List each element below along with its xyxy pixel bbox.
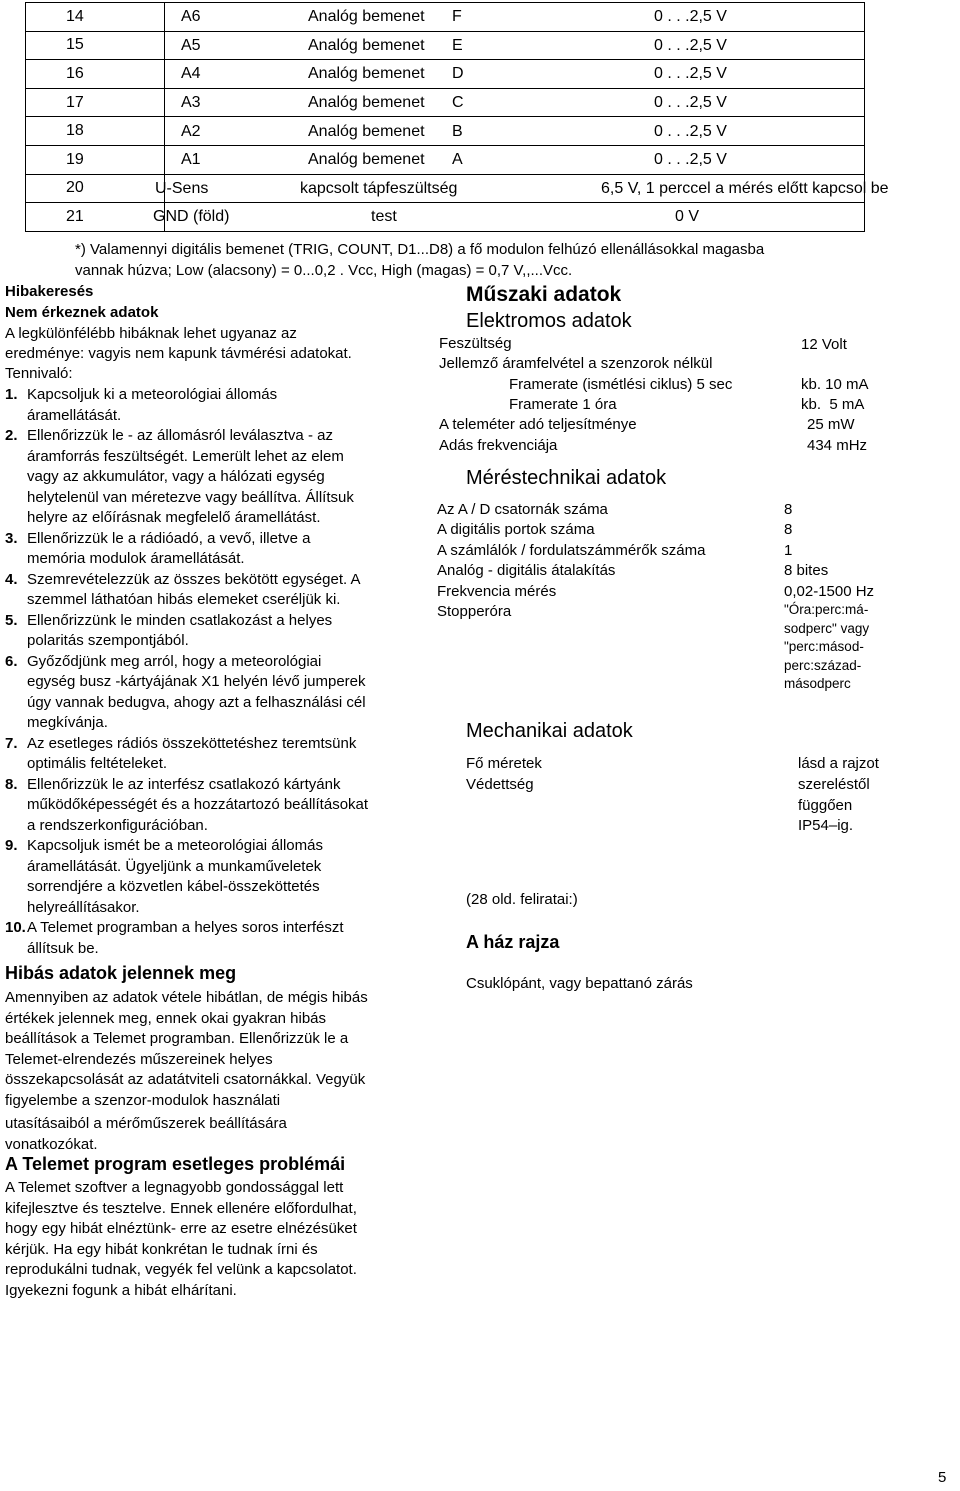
framerate5-value: kb. 10 mA [801, 376, 869, 393]
list-item-line: működőképességét és a hozzátartozó beállításokat [27, 796, 369, 813]
list-item-number: 7. [5, 734, 18, 752]
spec-label: Frekvencia mérés [437, 582, 557, 600]
list-item-number: 5. [5, 611, 18, 629]
paragraph-line: Telemet-elrendezés műszereinek helyes [5, 1050, 273, 1068]
pin-range: 0 . . .2,5 V [654, 151, 727, 169]
heading-hibakereses: Hibakeresés [5, 283, 94, 300]
list-item-line: Győződjünk meg arról, hogy a meteorológiai [27, 652, 322, 670]
pin-port: D [452, 65, 464, 83]
list-item-line: Kapcsoljuk ismét be a meteorológiai állomás [27, 837, 323, 854]
list-item-line: Ellenőrizzünk le minden csatlakozást a helyes [27, 611, 333, 629]
pin-range: 0 . . .2,5 V [654, 36, 727, 54]
list-item-line: szemmel láthatóan hibás elemeket cseréljük ki. [27, 591, 341, 608]
pin-desc: Analóg bemenet [308, 122, 425, 140]
pin-number: 19 [66, 150, 84, 168]
pin-desc: Analóg bemenet [308, 8, 425, 26]
paragraph-line: vonatkozókat. [5, 1135, 98, 1153]
heading-mechanikai-adatok: Mechanikai adatok [466, 720, 633, 742]
pin-number: 16 [66, 64, 84, 82]
tennivalo-label: Tennivaló: [5, 365, 73, 382]
heading-elektromos-adatok: Elektromos adatok [466, 310, 632, 332]
list-item-line: áramforrás feszültségét. Lemerült lehet az elem [27, 447, 344, 465]
pin-desc: kapcsolt tápfeszültség [300, 179, 458, 197]
pin-range: 0 . . .2,5 V [654, 122, 727, 140]
list-item-number: 10. [5, 919, 26, 936]
pin-desc: Analóg bemenet [308, 151, 425, 169]
list-item-line: optimális feltételeket. [27, 755, 168, 772]
list-item-line: a rendszerkonfigurációban. [27, 816, 208, 834]
pin-range: 6,5 V, 1 perccel a mérés előtt kapcsol be [601, 179, 889, 197]
paragraph-line: figyelembe a szenzor-modulok használati [5, 1091, 281, 1109]
paragraph-line: kérjük. Ha egy hibát konkrétan le tudnak írni és [5, 1240, 318, 1258]
paragraph-line: beállítások a Telemet programban. Ellenőrizzük le a [5, 1030, 349, 1047]
intro-line: A legkülönfélébb hibáknak lehet ugyanaz az [5, 325, 297, 342]
teljesitmeny-label: A teleméter adó teljesítménye [439, 416, 637, 433]
paragraph-line: összekapcsolását az adatátviteli csatornákkal. Vegyük [5, 1071, 366, 1088]
table-row [26, 145, 865, 174]
list-item-line: megkívánja. [27, 714, 108, 731]
heading-hibas-adatok: Hibás adatok jelennek meg [5, 963, 237, 983]
list-item-number: 1. [5, 386, 18, 403]
frekvencia-label: Adás frekvenciája [439, 437, 558, 454]
pin-code: GND (föld) [153, 208, 230, 226]
paragraph-line: Amennyiben az adatok vétele hibátlan, de mégis hibás [5, 989, 368, 1006]
stopperora-value-line: másodperc [784, 676, 851, 691]
pin-code: A5 [181, 36, 201, 54]
pin-number: 21 [66, 207, 84, 225]
pin-code: A6 [181, 8, 201, 26]
pin-port: F [452, 8, 462, 26]
list-item-line: Szemrevételezzük az összes bekötött egységet. A [27, 570, 361, 588]
paragraph-line: utasításaiból a mérőműszerek beállítására [5, 1115, 287, 1132]
spec-label: Az A / D csatornák száma [437, 501, 608, 518]
heading-muszaki-adatok: Műszaki adatok [466, 283, 622, 306]
spec-value: 8 bites [784, 562, 829, 580]
list-item-line: egység busz -kártyájának X1 helyén lévő jumperek [27, 673, 366, 690]
paragraph-line: reprodukálni tudnak, vegyék fel velünk a kapcsolatot. [5, 1261, 357, 1278]
list-item-line: állítsuk be. [27, 939, 99, 957]
list-item-number: 8. [5, 775, 18, 793]
list-item-line: áramellátását. Ügyeljünk a munkaműveletek [27, 857, 322, 875]
list-item-line: vagy az akkumulátor, vagy a hálózati egység [27, 468, 325, 485]
old-feliratai: (28 old. feliratai:) [466, 891, 578, 908]
stopperora-value-line: perc:század- [784, 657, 862, 673]
list-item-line: áramellátását. [27, 406, 122, 424]
list-item-number: 3. [5, 529, 18, 547]
list-item-line: Ellenőrizzük le a rádióadó, a vevő, illetve a [27, 529, 311, 547]
spec-value: 8 [784, 501, 793, 518]
pin-number: 17 [66, 93, 84, 111]
paragraph-line: értékek jelennek meg, ennek okai gyakran hibás [5, 1009, 327, 1027]
list-item-line: úgy vannak bedugva, ahogy azt a felhasználási cél [27, 693, 366, 711]
list-item-line: Ellenőrizzük le az interfész csatlakozó kártyánk [27, 775, 341, 793]
pin-port: A [452, 151, 463, 169]
list-item-number: 6. [5, 652, 18, 670]
table-row [26, 88, 865, 117]
heading-telemet-problemai: A Telemet program esetleges problémái [5, 1154, 346, 1174]
pin-code: A1 [181, 151, 201, 169]
table-row [26, 60, 865, 89]
paragraph-line: A Telemet szoftver a legnagyobb gondossággal lett [5, 1179, 344, 1196]
pin-code: A3 [181, 94, 201, 112]
stopperora-value-line: sodperc" vagy [784, 620, 870, 636]
table-row [26, 117, 865, 146]
list-item-number: 2. [5, 427, 18, 444]
pin-table [25, 2, 889, 232]
page-number: 5 [938, 1469, 947, 1486]
pin-desc: test [371, 208, 397, 226]
spec-value: 8 [784, 521, 793, 539]
pin-port: E [452, 36, 463, 54]
pin-range: 0 . . .2,5 V [654, 8, 727, 26]
stopperora-label: Stopperóra [437, 603, 512, 620]
spec-label: Analóg - digitális átalakítás [437, 562, 616, 580]
heading-merestechnikai-adatok: Méréstechnikai adatok [466, 467, 667, 489]
pin-range: 0 . . .2,5 V [654, 94, 727, 112]
spec-label: A számlálók / fordulatszámmérők száma [437, 541, 706, 559]
list-item-number: 4. [5, 570, 18, 588]
spec-value: 0,02-1500 Hz [784, 582, 875, 600]
aramfelvetel-label: Jellemző áramfelvétel a szenzorok nélkül [439, 355, 713, 372]
spec-value: 1 [784, 541, 793, 559]
footnote-line1: *) Valamennyi digitális bemenet (TRIG, COUNT, D1...D8) a fő modulon felhúzó ellenállásokkal magasba [75, 241, 765, 258]
stopperora-value-line: "Óra:perc:má- [784, 602, 869, 617]
paragraph-line: hogy egy hibát elnéztünk- erre az esetre elnézésüket [5, 1220, 357, 1237]
pin-code: A2 [181, 122, 201, 140]
list-item-line: Kapcsoljuk ki a meteorológiai állomás [27, 386, 278, 403]
vedettseg-value-line: szereléstől [798, 776, 870, 793]
vedettseg-label: Védettség [466, 776, 534, 793]
list-item-line: polaritás szempontjából. [27, 632, 189, 649]
pin-number: 20 [66, 179, 84, 197]
paragraph-line: kifejlesztve és tesztelve. Ennek ellenére előfordulhat, [5, 1199, 357, 1217]
list-item-line: Az esetleges rádiós összeköttetéshez teremtsünk [27, 734, 357, 752]
table-row [26, 31, 865, 60]
pin-desc: Analóg bemenet [308, 94, 425, 112]
feszultseg-label: Feszültség [439, 335, 512, 352]
pin-code: A4 [181, 65, 201, 83]
heading-nem-erkeznek: Nem érkeznek adatok [5, 304, 159, 321]
framerate1-value: kb. 5 mA [801, 396, 865, 413]
frekvencia-value: 434 mHz [807, 437, 868, 454]
pin-port: C [452, 94, 464, 112]
fo-meretek-label: Fő méretek [466, 755, 542, 772]
list-item-line: Ellenőrizzük le - az állomásról leválasztva - az [27, 427, 333, 444]
pin-desc: Analóg bemenet [308, 65, 425, 83]
fo-meretek-value: lásd a rajzot [798, 755, 879, 772]
vedettseg-value-line: IP54–ig. [798, 817, 854, 834]
stopperora-value-line: "perc:másod- [784, 639, 864, 654]
table-row [26, 3, 865, 32]
framerate5-label: Framerate (ismétlési ciklus) 5 sec [509, 376, 733, 393]
pin-number: 15 [66, 36, 84, 54]
pin-port: B [452, 122, 463, 140]
heading-haz-rajza: A ház rajza [466, 932, 560, 952]
vedettseg-value-line: függően [798, 796, 853, 814]
footnote-line2: vannak húzva; Low (alacsony) = 0...0,2 . Vcc, High (magas) = 0,7 V,,...Vcc. [75, 262, 573, 279]
pin-desc: Analóg bemenet [308, 36, 425, 54]
paragraph-line: Igyekezni fogunk a hibát elhárítani. [5, 1281, 237, 1299]
intro-line: eredménye: vagyis nem kapunk távmérési adatokat. [5, 345, 352, 362]
feszultseg-value: 12 Volt [801, 336, 847, 353]
list-item-line: helytelenül van méretezve vagy beállítva. Állítsuk [27, 488, 354, 506]
teljesitmeny-value: 25 mW [807, 416, 855, 433]
pin-range: 0 V [675, 208, 700, 226]
pin-number: 18 [66, 122, 84, 140]
list-item-line: memória modulok áramellátását. [27, 550, 245, 567]
spec-label: A digitális portok száma [437, 521, 595, 539]
list-item-line: helyreállításakor. [27, 898, 140, 916]
framerate1-label: Framerate 1 óra [509, 396, 617, 413]
table-row [26, 174, 865, 203]
pin-range: 0 . . .2,5 V [654, 65, 727, 83]
pin-number: 14 [66, 7, 84, 25]
list-item-number: 9. [5, 837, 18, 854]
list-item-line: sorrendjére a közvetlen kábel-összeköttetés [27, 878, 320, 895]
list-item-line: A Telemet programban a helyes soros interfészt [27, 919, 344, 936]
csuklopant-text: Csuklópánt, vagy bepattanó zárás [466, 975, 693, 992]
list-item-line: helyre az előírásnak megfelelő áramellátást. [27, 509, 321, 526]
pin-code: U-Sens [155, 179, 209, 197]
table-row [26, 203, 865, 232]
